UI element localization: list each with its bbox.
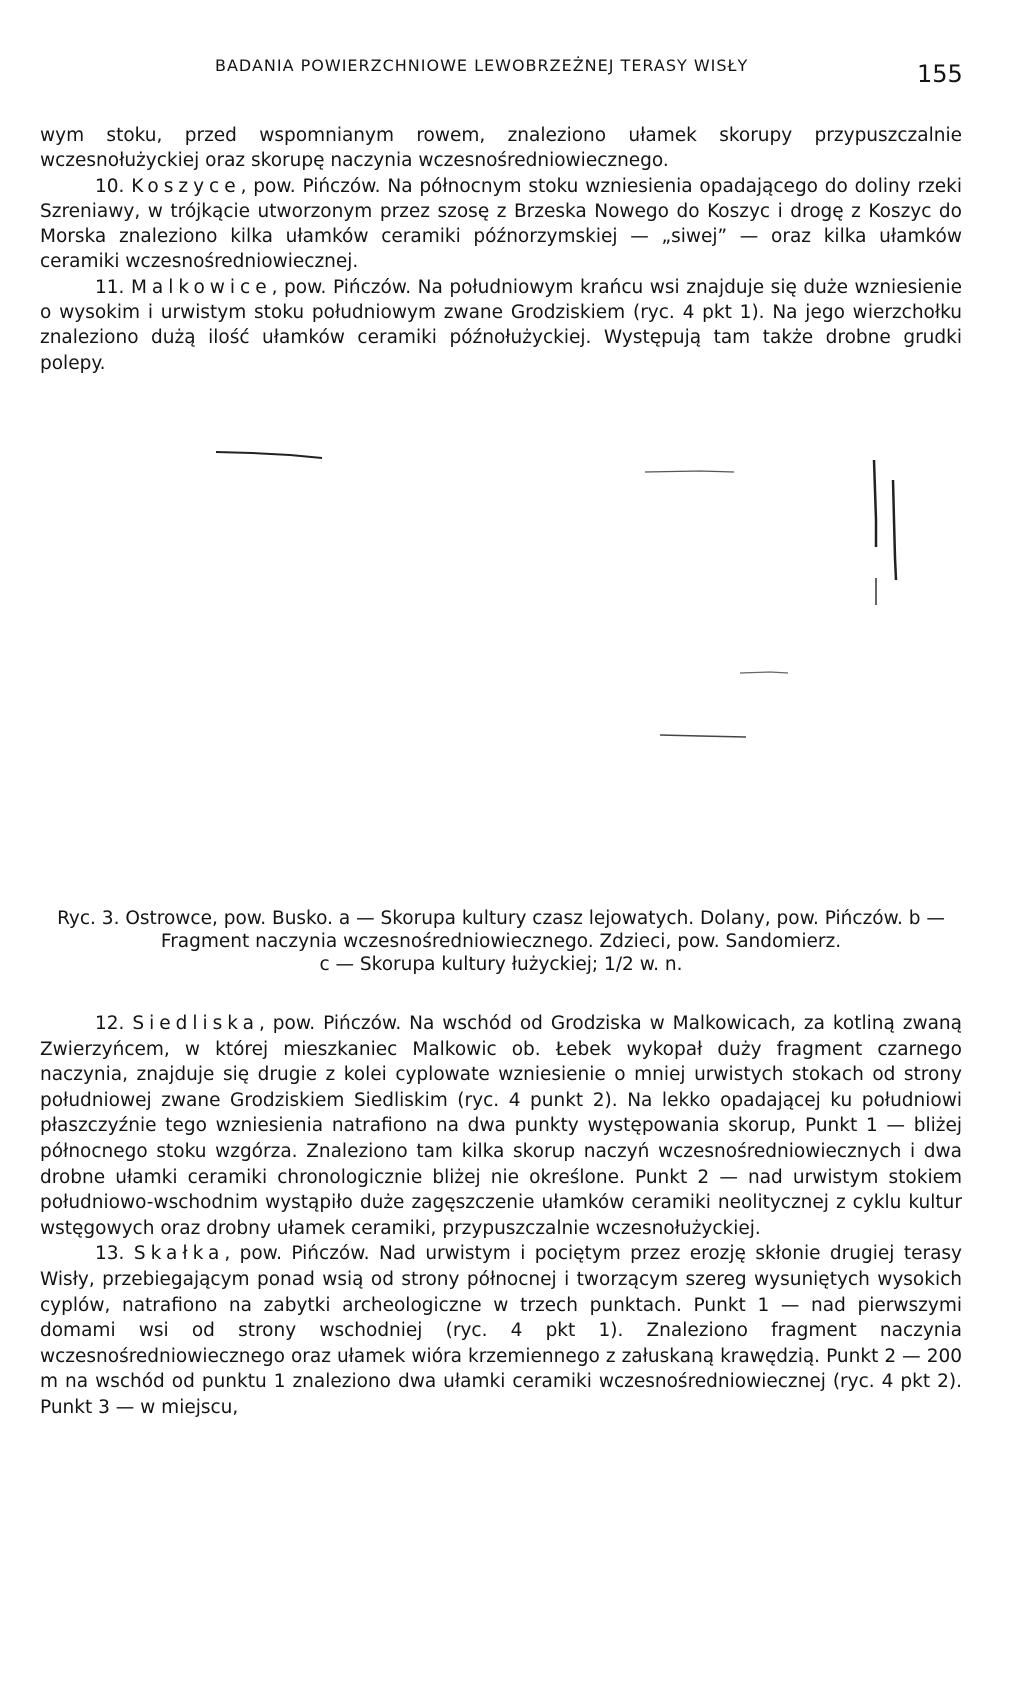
entry-number: 10. [95,175,125,197]
entry-number: 12. [95,1013,125,1034]
fragment-mark [660,735,746,737]
caption-line: c — Skorupa kultury łużyckiej; 1/2 w. n. [319,954,683,975]
figure-caption [40,907,962,976]
fragment-mark [740,672,788,673]
figure-plate [0,430,1024,880]
paragraph-siedliska [40,1011,962,1241]
paragraph-continued: wym stoku, przed wspomnianym rowem, znaleziono ułamek skorupy przypuszczalnie wczesnołużyckiej oraz skorupę naczynia wczesnośredniowiecznego. [40,125,962,172]
fragment-mark [893,480,896,580]
entry-text: , pow. Pińczów. Na południowym krańcu wsi znajduje się duże wzniesienie o wysokim i urwistym stoku południowym zwane Grodziskiem (ryc. 4 pkt 1). Na jego wierzchołku znaleziono dużą ilość ułamków ceramiki późnołużyckiej. Występują tam także drobne grudki polepy. [40,276,962,374]
entry-number: 11. [95,276,125,298]
entry-text: , pow. Pińczów. Na północnym stoku wzniesienia opadającego do doliny rzeki Szreniawy, w trójkącie utworzonym przez szosę z Brzeska Nowego do Koszyc i drogę z Koszyc do Morska znaleziono kilka ułamków ceramiki późnorzymskiej — „siwej” — oraz kilka ułamków ceramiki wczesnośredniowiecznej. [40,175,962,273]
entry-number: 13. [95,1243,125,1265]
page-number: 155 [917,60,963,88]
entry-text: , pow. Pińczów. Na wschód od Grodziska w Malkowicach, za kotliną zwaną Zwierzyńcem, w której mieszkaniec Malkowic ob. Łebek wykopał duży fragment czarnego naczynia, znajduje się drugie z kolei cyplowate wzniesienie o mniej urwistych stokach od strony południowej zwane Grodziskiem Siedliskim (ryc. 4 punkt 2). Na lekko opadającej ku południowi płaszczyźnie tego wzniesienia natrafiono na dwa punkty występowania skorup, Punkt 1 — bliżej północnego stoku wzgórza. Znaleziono tam kilka skorup naczyń wczesnośredniowiecznych i dwa drobne ułamki ceramiki chronologicznie bliżej nie określone. Punkt 2 — nad urwistym stokiem południowo-wschodnim wystąpiło duże zagęszczenie ułamków ceramiki neolitycznej z cyklu kultur wstęgowych oraz drobny ułamek ceramiki, przypuszczalnie wczesnołużyckiej. [40,1013,962,1239]
place-name-koszyce: Koszyce [131,175,241,197]
fragment-mark [216,452,322,458]
fragment-mark [645,471,734,472]
caption-line: Ryc. 3. Ostrowce, pow. Busko. a — Skorupa kultury czasz lejowatych. Dolany, pow. Pińczów. b — Fragment naczynia wczesnośredniowiecznego. Zdzieci, pow. Sandomierz. [57,908,945,952]
place-name-skalka: Skałka [133,1243,225,1265]
running-header: BADANIA POWIERZCHNIOWE LEWOBRZEŻNEJ TERASY WISŁY [215,56,749,75]
top-text-block [40,123,962,376]
paragraph-skalka [40,1241,962,1420]
entry-text: , pow. Pińczów. Nad urwistym i pociętym przez erozję skłonie drugiej terasy Wisły, przebiegającym ponad wsią od strony północnej i tworzącym szereg wysuniętych wysokich cyplów, natrafiono na zabytki archeologiczne w trzech punktach. Punkt 1 — nad pierwszymi domami wsi od strony wschodniej (ryc. 4 pkt 1). Znaleziono fragment naczynia wczesnośredniowiecznego oraz ułamek wióra krzemiennego z załuskaną krawędzią. Punkt 2 — 200 m na wschód od punktu 1 znaleziono dwa ułamki ceramiki wczesnośredniowiecznej (ryc. 4 pkt 2). Punkt 3 — w miejscu, [40,1243,962,1418]
figure-fragments-illustration [0,430,1024,880]
fragment-mark [874,460,876,547]
bottom-text-block [40,1011,962,1421]
paragraph-malkowice [40,275,962,376]
place-name-siedliska: Siedliska [132,1013,259,1034]
place-name-malkowice: Malkowice [130,276,272,298]
paragraph-koszyce [40,174,962,275]
